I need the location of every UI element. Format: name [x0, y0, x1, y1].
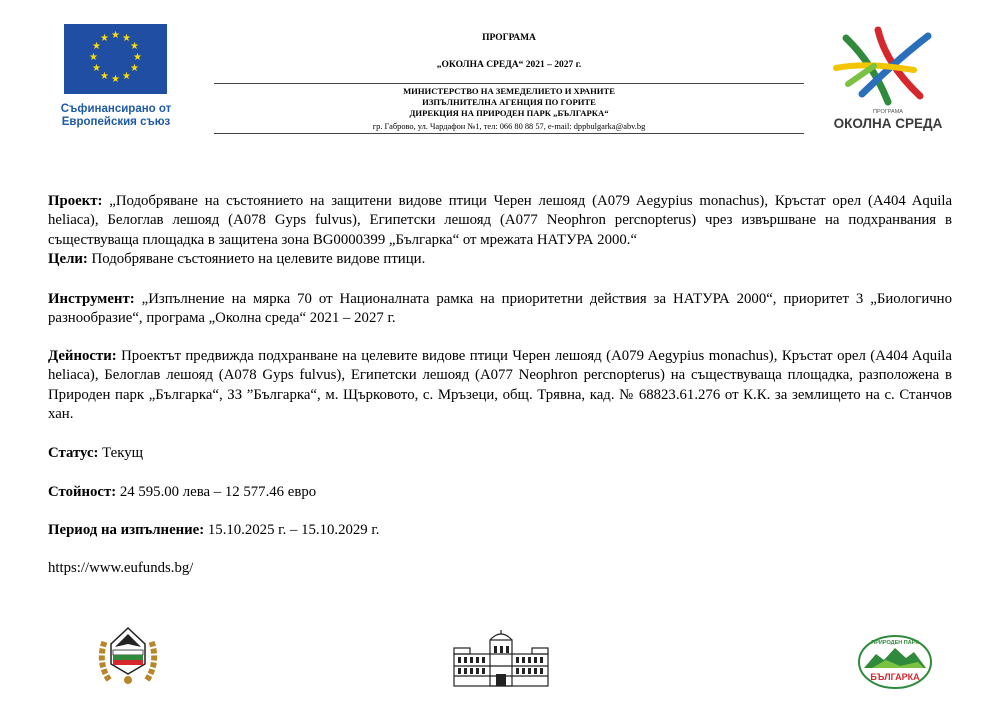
- period-label: Период на изпълнение:: [48, 522, 205, 538]
- status-paragraph: [48, 444, 952, 463]
- period-text: 15.10.2025 г. – 15.10.2029 г.: [207, 522, 380, 538]
- eu-caption-line2: Европейския съюз: [61, 116, 171, 128]
- park-logo-name: БЪЛГАРКА: [870, 672, 920, 682]
- instrument-label: Инструмент:: [48, 291, 135, 307]
- value-label: Стойност:: [48, 484, 117, 500]
- svg-text:★: ★: [89, 52, 98, 63]
- period-paragraph: [48, 521, 952, 540]
- value-text: 24 595.00 лева – 12 577.46 евро: [119, 484, 317, 500]
- project-text: „Подобряване на състоянието на защитени видове птици Черен лешояд (A079 Aegypius monachus), Кръстат орел (A404 Aquila heliaca), Белоглав лешояд (A078 Gyps fulvus), Египетски лешояд (A077 Neophron percnopterus) чрез извършване на подхранвания в съществуваща площадка в защитена зона BG0000399 „Българка“ от мрежата НАТУРА 2000.“: [48, 193, 953, 248]
- svg-text:★: ★: [122, 71, 131, 82]
- header-divider-top: [214, 83, 804, 84]
- svg-text:★: ★: [111, 30, 120, 41]
- env-logo-small-text: ПРОГРАМА: [873, 109, 903, 115]
- project-label: Проект:: [48, 193, 103, 209]
- svg-text:★: ★: [92, 41, 101, 52]
- website-link[interactable]: https://www.eufunds.bg/: [48, 560, 194, 576]
- status-label: Статус:: [48, 445, 99, 461]
- ministry-name: МИНИСТЕРСТВО НА ЗЕМЕДЕЛИЕТО И ХРАНИТЕ: [403, 86, 615, 96]
- activities-label: Дейности:: [48, 348, 117, 364]
- value-paragraph: [48, 483, 952, 502]
- bulgarka-park-logo-icon: [856, 630, 934, 690]
- svg-text:★: ★: [100, 71, 109, 82]
- activities-text: Проектът предвижда подхранване на целевите видове птици Черен лешояд (A079 Aegypius monachus), Кръстат орел (A404 Aquila heliaca), Белоглав лешояд (A078 Gyps fulvus), Египетски лешояд (A077 Neophron percnopterus) на съществуваща площадка, разположена в Природен парк „Българка“, ЗЗ ”Българка“, м. Щърковото, с. Мръзеци, общ. Трявна, кад. № 68823.61.276 от К.К. за землището на с. Станчов хан.: [48, 348, 952, 423]
- agency-name: ИЗПЪЛНИТЕЛНА АГЕНЦИЯ ПО ГОРИТЕ: [422, 97, 596, 107]
- svg-text:★: ★: [100, 33, 109, 44]
- goals-text: Подобряване състоянието на целевите видове птици.: [91, 251, 426, 268]
- env-logo-name: ОКОЛНА СРЕДА: [833, 116, 943, 131]
- instrument-paragraph: [48, 290, 952, 329]
- svg-text:★: ★: [130, 41, 139, 52]
- goals-label: Цели:: [48, 251, 88, 268]
- instrument-text: „Изпълнение на мярка 70 от Националната рамка на приоритетни действия за НАТУРА 2000“, приоритет 3 „Биологично разнообразие“, програма „Околна среда“ 2021 – 2027 г.: [48, 291, 952, 327]
- activities-paragraph: [48, 347, 952, 425]
- program-label: ПРОГРАМА: [482, 33, 536, 43]
- svg-text:★: ★: [92, 63, 101, 74]
- status-text: Текущ: [102, 445, 143, 461]
- svg-text:★: ★: [133, 52, 142, 63]
- svg-text:★: ★: [111, 74, 120, 85]
- svg-text:★: ★: [122, 33, 131, 44]
- eu-flag-icon: [64, 24, 167, 94]
- contact-line: гр. Габрово, ул. Чардафон №1, тел: 066 80 88 57, e-mail: dppbulgarka@abv.bg: [372, 122, 646, 131]
- project-paragraph: [48, 192, 952, 270]
- program-title: „ОКОЛНА СРЕДА“ 2021 – 2027 г.: [436, 60, 582, 70]
- eu-cofunded-caption: [40, 103, 192, 129]
- eu-caption-line1: Съфинансирано от: [60, 103, 172, 115]
- park-logo-top-text: ПРИРОДЕН ПАРК: [871, 640, 919, 646]
- svg-text:★: ★: [130, 63, 139, 74]
- forestry-agency-emblem-icon: [95, 622, 161, 688]
- directorate-name: ДИРЕКЦИЯ НА ПРИРОДЕН ПАРК „БЪЛГАРКА“: [409, 108, 609, 118]
- ministry-building-icon: [452, 630, 550, 688]
- okolna-sreda-logo-icon: [828, 24, 948, 136]
- header-divider-bottom: [214, 133, 804, 134]
